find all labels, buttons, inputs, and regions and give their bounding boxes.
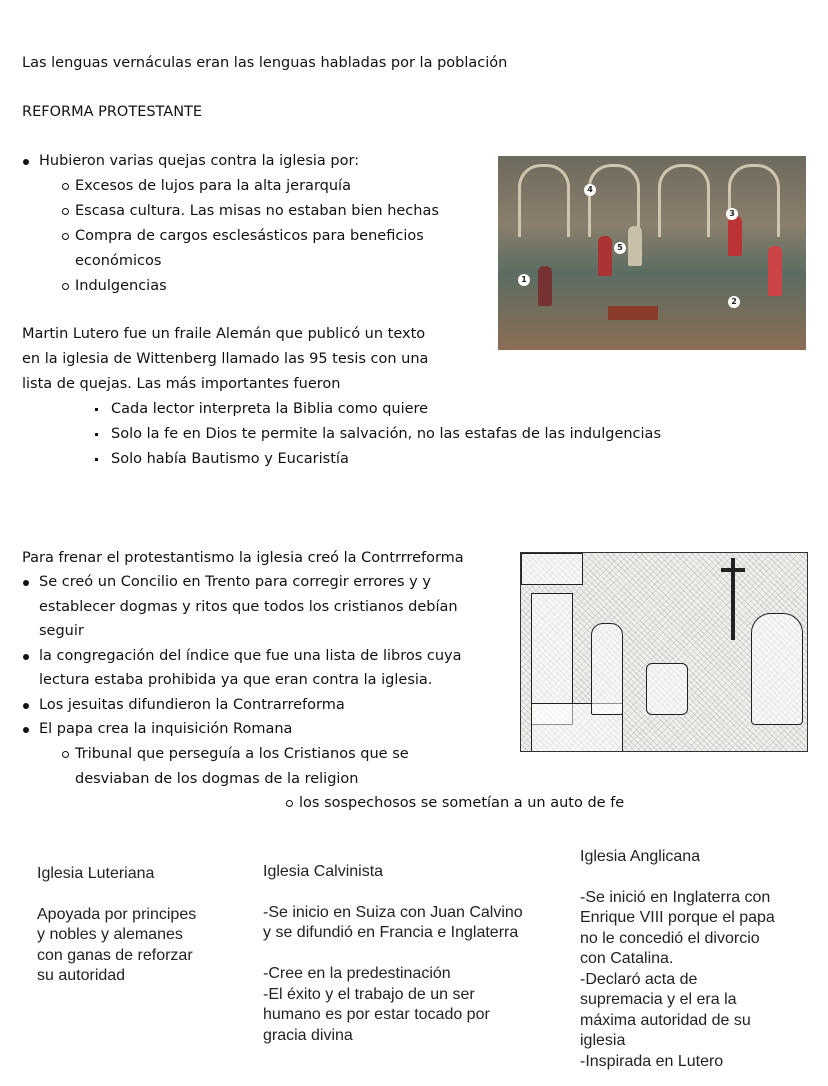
- column-lutheran: [37, 864, 196, 987]
- inquisition-subitem: Tribunal que perseguía a los Cristianos que se: [75, 742, 409, 767]
- image-marker: 5: [614, 242, 626, 254]
- workshop-illustration: [498, 156, 806, 350]
- column-line: su autoridad: [37, 967, 126, 984]
- counter-reform-title: Para frenar el protestantismo la iglesia creó la Contrrreforma: [22, 550, 464, 566]
- column-line: -Se inicio en Suiza con Juan Calvino: [263, 903, 523, 921]
- complaint-item: Escasa cultura. Las misas no estaban bien hechas: [75, 199, 439, 224]
- thesis-point: Cada lector interpreta la Biblia como quiere: [111, 397, 428, 422]
- column-calvinist: [263, 862, 523, 1046]
- column-line: y se difundió en Francia e Inglaterra: [263, 924, 519, 941]
- thesis-point: Solo había Bautismo y Eucaristía: [111, 447, 349, 472]
- column-line: supremacia y el era la: [580, 991, 737, 1008]
- column-line: humano es por estar tocado por: [263, 1006, 490, 1023]
- thesis-point: Solo la fe en Dios te permite la salvación, no las estafas de las indulgencias: [111, 422, 661, 447]
- counter-item: El papa crea la inquisición Romana: [39, 717, 292, 742]
- intro-text: Las lenguas vernáculas eran las lenguas habladas por la población: [22, 55, 508, 71]
- luther-text: en la iglesia de Wittenberg llamado las 95 tesis con una: [22, 351, 429, 367]
- complaints-title: Hubieron varias quejas contra la iglesia por:: [39, 149, 359, 174]
- column-line: y nobles y alemanes: [37, 926, 183, 943]
- column-anglican: [580, 847, 775, 1072]
- section-heading: REFORMA PROTESTANTE: [22, 104, 203, 120]
- complaint-item-continuation: económicos: [75, 253, 162, 269]
- complaint-item: Excesos de lujos para la alta jerarquía: [75, 174, 351, 199]
- column-line: con ganas de reforzar: [37, 946, 193, 964]
- counter-item: Se creó un Concilio en Trento para corregir errores y y: [39, 570, 431, 595]
- column-line: no le concedió el divorcio: [580, 929, 760, 947]
- column-line: -Se inició en Inglaterra con: [580, 888, 771, 906]
- column-line: -Inspirada en Lutero: [580, 1052, 724, 1070]
- luther-text: lista de quejas. Las más importantes fueron: [22, 376, 341, 392]
- column-title: Iglesia Luteriana: [37, 865, 155, 882]
- column-line: -El éxito y el trabajo de un ser: [263, 985, 475, 1003]
- counter-item: Los jesuitas difundieron la Contrarreforma: [39, 693, 345, 718]
- column-title: Iglesia Anglicana: [580, 848, 701, 865]
- column-line: Apoyada por principes: [37, 905, 197, 923]
- counter-item-continuation: establecer dogmas y ritos que todos los cristianos debían: [39, 599, 458, 615]
- column-line: -Cree en la predestinación: [263, 965, 451, 982]
- inquisition-subitem: los sospechosos se sometían a un auto de fe: [299, 791, 624, 816]
- inquisition-subitem-continuation: desviaban de los dogmas de la religion: [75, 771, 359, 787]
- column-line: -Declaró acta de: [580, 970, 698, 988]
- image-marker: 4: [584, 184, 596, 196]
- image-marker: 3: [726, 208, 738, 220]
- column-line: iglesia: [580, 1032, 626, 1049]
- image-marker: 2: [728, 296, 740, 308]
- column-line: Enrique VIII porque el papa: [580, 909, 775, 926]
- image-marker: 1: [518, 274, 530, 286]
- indulgence-sale-woodcut: [520, 552, 808, 752]
- column-title: Iglesia Calvinista: [263, 863, 384, 880]
- column-line: máxima autoridad de su: [580, 1011, 751, 1029]
- complaint-item: Compra de cargos esclesásticos para beneficios: [75, 224, 424, 249]
- column-line: gracia divina: [263, 1026, 353, 1044]
- counter-item-continuation: lectura estaba prohibida ya que eran contra la iglesia.: [39, 672, 433, 688]
- counter-item-continuation: seguir: [39, 623, 84, 639]
- counter-item: la congregación del índice que fue una lista de libros cuya: [39, 644, 462, 669]
- complaint-item: Indulgencias: [75, 274, 167, 299]
- luther-text: Martin Lutero fue un fraile Alemán que publicó un texto: [22, 326, 426, 342]
- column-line: con Catalina.: [580, 950, 674, 967]
